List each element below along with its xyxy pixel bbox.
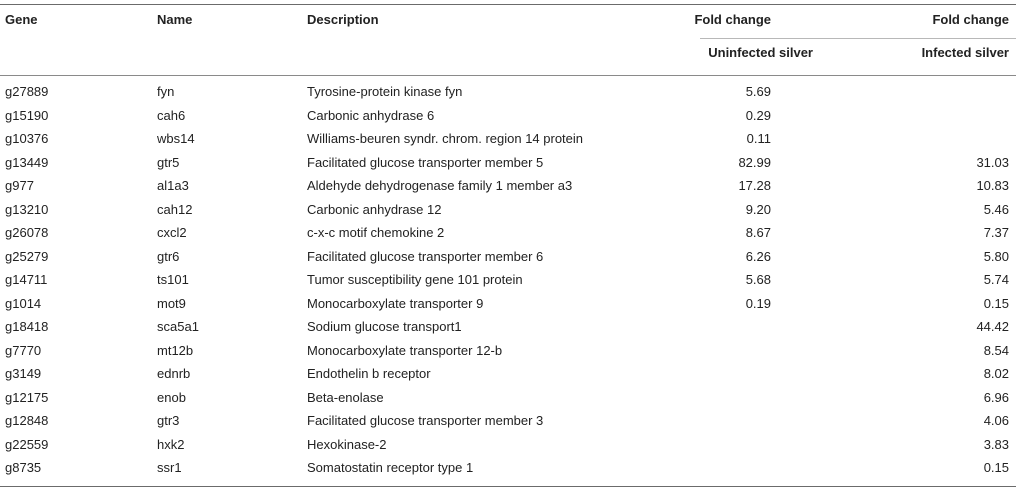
cell-fold-change-infected: 0.15 <box>983 295 1009 311</box>
cell-description: Facilitated glucose transporter member 6 <box>307 248 544 264</box>
cell-fold-change-infected: 6.96 <box>983 389 1009 405</box>
cell-fold-change-uninfected: 9.20 <box>745 201 771 217</box>
cell-name: al1a3 <box>157 178 189 193</box>
cell-description: Facilitated glucose transporter member 5 <box>307 154 544 170</box>
cell-fold-change-infected: 5.80 <box>983 248 1009 264</box>
cell-name: hxk2 <box>157 436 185 452</box>
cell-gene: g26078 <box>5 225 49 240</box>
cell-gene: g27889 <box>5 84 49 99</box>
cell-name: wbs14 <box>157 131 195 146</box>
cell-gene: g14711 <box>5 272 48 287</box>
table-row <box>0 198 1016 222</box>
header-gene: Gene <box>5 12 38 27</box>
table-row <box>0 245 1016 269</box>
table-row <box>0 80 1016 104</box>
cell-fold-change-infected: 8.54 <box>983 342 1009 358</box>
table-bottom-rule <box>0 486 1016 487</box>
table-row <box>0 104 1016 128</box>
table-row <box>0 151 1016 175</box>
table-row <box>0 386 1016 410</box>
cell-description: Carbonic anhydrase 6 <box>307 107 435 123</box>
header-uninfected-silver: Uninfected silver <box>708 45 813 60</box>
cell-gene: g10376 <box>5 131 49 146</box>
cell-gene: g18418 <box>5 319 49 334</box>
table-row <box>0 339 1016 363</box>
cell-fold-change-uninfected: 8.67 <box>745 225 771 240</box>
cell-gene: g12175 <box>5 389 49 405</box>
table-row <box>0 433 1016 457</box>
cell-description: Monocarboxylate transporter 12-b <box>307 342 503 358</box>
cell-description: Beta-enolase <box>307 389 384 405</box>
table-body <box>0 80 1016 480</box>
cell-description: Tyrosine-protein kinase fyn <box>307 84 463 99</box>
cell-description: Monocarboxylate transporter 9 <box>307 295 484 311</box>
table-row <box>0 174 1016 198</box>
cell-fold-change-infected: 7.37 <box>983 225 1009 240</box>
header-bottom-rule <box>0 75 1016 76</box>
cell-description: Tumor susceptibility gene 101 protein <box>307 272 523 287</box>
cell-name: ts101 <box>157 272 189 287</box>
cell-fold-change-uninfected: 0.19 <box>745 295 771 311</box>
cell-fold-change-infected: 0.15 <box>983 460 1009 475</box>
cell-name: gtr3 <box>157 413 180 428</box>
table-row <box>0 292 1016 316</box>
cell-gene: g22559 <box>5 436 49 452</box>
cell-gene: g8735 <box>5 460 42 475</box>
cell-description: Carbonic anhydrase 12 <box>307 201 442 217</box>
cell-name: cxcl2 <box>157 225 187 240</box>
cell-gene: g25279 <box>5 248 49 264</box>
table-row <box>0 409 1016 433</box>
cell-fold-change-infected: 5.74 <box>983 272 1009 287</box>
cell-fold-change-uninfected: 5.68 <box>745 272 771 287</box>
cell-gene: g977 <box>5 178 34 193</box>
header-fold-change-infected: Fold change <box>932 12 1009 27</box>
cell-fold-change-uninfected: 82.99 <box>738 154 771 170</box>
cell-name: enob <box>157 389 186 405</box>
cell-fold-change-infected: 8.02 <box>983 366 1009 381</box>
table-row <box>0 315 1016 339</box>
cell-name: cah12 <box>157 201 193 217</box>
cell-fold-change-infected: 3.83 <box>983 436 1009 452</box>
cell-fold-change-uninfected: 17.28 <box>738 178 771 193</box>
cell-gene: g13210 <box>5 201 49 217</box>
cell-name: gtr6 <box>157 248 180 264</box>
cell-fold-change-infected: 10.83 <box>976 178 1009 193</box>
cell-name: mot9 <box>157 295 186 311</box>
cell-fold-change-infected: 31.03 <box>976 154 1009 170</box>
header-description: Description <box>307 12 379 27</box>
cell-fold-change-infected: 4.06 <box>983 413 1009 428</box>
cell-gene: g3149 <box>5 366 42 381</box>
cell-gene: g7770 <box>5 342 42 358</box>
cell-fold-change-infected: 5.46 <box>983 201 1009 217</box>
cell-name: cah6 <box>157 107 186 123</box>
cell-fold-change-uninfected: 6.26 <box>745 248 771 264</box>
cell-description: Williams-beuren syndr. chrom. region 14 protein <box>307 131 584 146</box>
cell-name: ednrb <box>157 366 191 381</box>
cell-description: c-x-c motif chemokine 2 <box>307 225 445 240</box>
cell-fold-change-uninfected: 5.69 <box>745 84 771 99</box>
cell-name: ssr1 <box>157 460 182 475</box>
cell-fold-change-infected: 44.42 <box>976 319 1009 334</box>
table-row <box>0 456 1016 480</box>
table-row <box>0 362 1016 386</box>
table-row <box>0 221 1016 245</box>
cell-name: mt12b <box>157 342 194 358</box>
cell-description: Sodium glucose transport1 <box>307 319 462 334</box>
cell-description: Hexokinase-2 <box>307 436 387 452</box>
cell-gene: g1014 <box>5 295 42 311</box>
cell-description: Aldehyde dehydrogenase family 1 member a3 <box>307 178 573 193</box>
cell-gene: g13449 <box>5 154 49 170</box>
cell-description: Facilitated glucose transporter member 3 <box>307 413 544 428</box>
header-fold-change-uninfected: Fold change <box>694 12 771 27</box>
cell-name: fyn <box>157 84 175 99</box>
cell-fold-change-uninfected: 0.29 <box>745 107 771 123</box>
cell-gene: g12848 <box>5 413 49 428</box>
header-group-rule <box>700 38 1016 39</box>
cell-gene: g15190 <box>5 107 49 123</box>
table-row <box>0 127 1016 151</box>
table-row <box>0 268 1016 292</box>
table-top-rule <box>0 4 1016 5</box>
header-infected-silver: Infected silver <box>921 45 1009 60</box>
cell-description: Endothelin b receptor <box>307 366 431 381</box>
cell-name: gtr5 <box>157 154 180 170</box>
cell-name: sca5a1 <box>157 319 199 334</box>
cell-description: Somatostatin receptor type 1 <box>307 460 474 475</box>
cell-fold-change-uninfected: 0.11 <box>746 131 771 146</box>
header-name: Name <box>157 12 193 27</box>
